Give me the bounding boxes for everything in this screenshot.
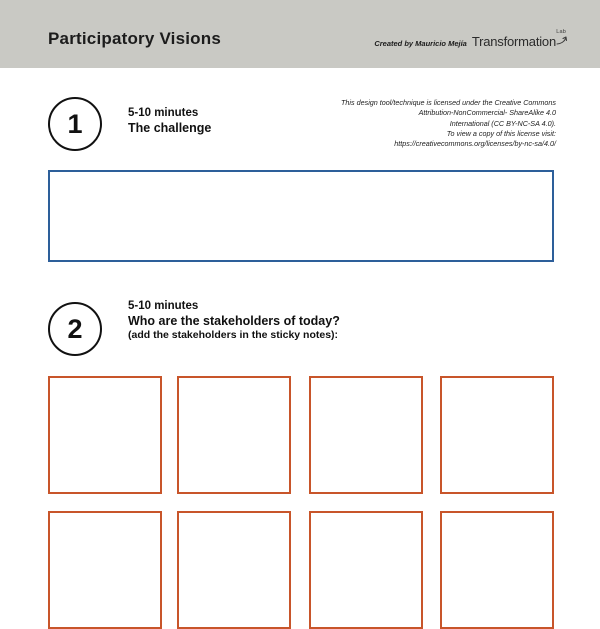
license-line-1: This design tool/technique is licensed under the Creative Commons [341, 98, 556, 107]
brand-text [472, 34, 556, 49]
step-2-text [128, 300, 340, 341]
step-1-number: 1 [48, 97, 102, 151]
page-title: Participatory Visions [48, 29, 222, 48]
brand-logo [471, 29, 566, 51]
step-2-number: 2 [48, 302, 102, 356]
sticky-note[interactable] [309, 511, 423, 629]
swoosh-icon [556, 35, 568, 47]
credit-line [374, 29, 566, 51]
step-1-text [128, 107, 211, 135]
sticky-note[interactable] [440, 511, 554, 629]
step-1-heading: The challenge [128, 121, 212, 135]
step-2 [48, 296, 554, 358]
step-1-duration: 5-10 minutes [128, 107, 199, 119]
license-line-4: To view a copy of this license visit: [446, 128, 556, 138]
sticky-note[interactable] [177, 511, 291, 629]
license-line-3: International (CC BY-NC-SA 4.0). [449, 118, 556, 128]
step-1 [48, 97, 554, 157]
license-line-2: Attribution-NonCommercial- ShareAlike 4.0 [418, 108, 556, 118]
header-band [0, 0, 600, 68]
credit-author: Created by Mauricio Mejía [374, 39, 467, 48]
challenge-answer-box[interactable] [48, 170, 554, 262]
step-2-heading: Who are the stakeholders of today? [128, 314, 340, 328]
brand-superscript: Lab [556, 29, 566, 35]
brand-light: ation [528, 34, 556, 49]
sticky-note[interactable] [48, 376, 162, 494]
sticky-note[interactable] [177, 376, 291, 494]
sticky-note[interactable] [440, 376, 554, 494]
step-2-subtext: (add the stakeholders in the sticky notes): [128, 329, 339, 341]
step-2-duration: 5-10 minutes [128, 300, 199, 312]
brand-bold: Transform [471, 34, 529, 49]
sticky-note[interactable] [309, 376, 423, 494]
license-link[interactable]: https://creativecommons.org/licenses/by-nc-sa/4.0/ [394, 139, 556, 149]
sticky-note[interactable] [48, 511, 162, 629]
